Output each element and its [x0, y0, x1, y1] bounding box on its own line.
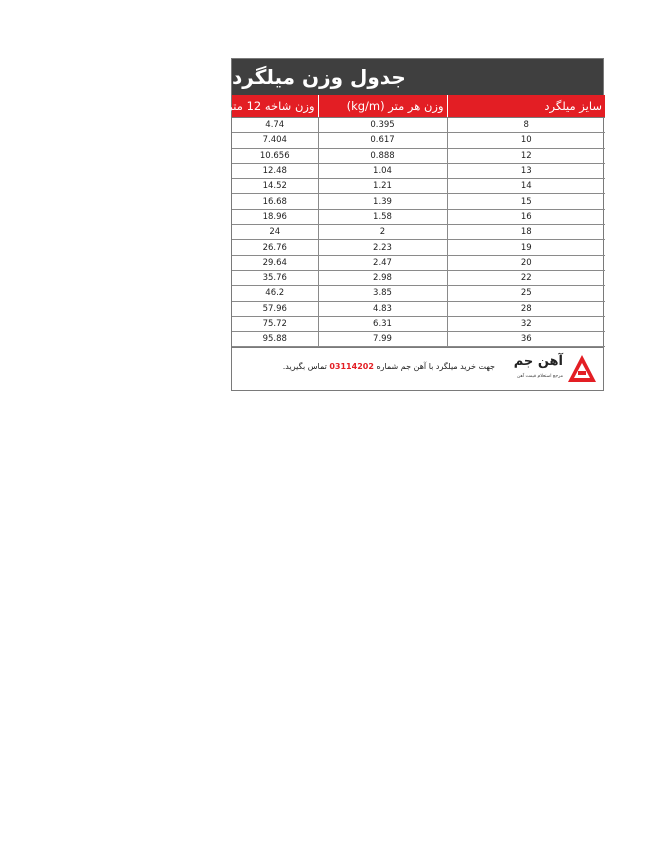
brand-name: آهن جم [513, 354, 563, 370]
table-row [232, 163, 605, 178]
cell-weight-per-meter: 4.83 [318, 301, 447, 316]
cell-size: 22 [447, 270, 605, 285]
cell-size: 20 [447, 255, 605, 270]
table-row [232, 179, 605, 194]
table-row [232, 118, 605, 133]
cell-weight-12m-branch: 18.96 [232, 209, 318, 224]
contact-prefix: جهت خرید میلگرد با آهن جم شماره [376, 362, 495, 372]
cell-weight-12m-branch: 4.74 [232, 118, 318, 133]
cell-size: 19 [447, 240, 605, 255]
cell-weight-per-meter: 3.85 [318, 286, 447, 301]
cell-weight-12m-branch: 14.52 [232, 179, 318, 194]
rebar-weight-sheet [191, 58, 604, 391]
table-row [232, 316, 605, 331]
cell-size: 28 [447, 301, 605, 316]
ahan-jam-logo-icon [567, 354, 597, 384]
contact-suffix: تماس بگیرید. [282, 362, 327, 372]
cell-weight-per-meter: 2.47 [318, 255, 447, 270]
table-row [232, 286, 605, 301]
table-row [232, 301, 605, 316]
cell-size: 12 [447, 148, 605, 163]
cell-weight-per-meter: 1.21 [318, 179, 447, 194]
cell-weight-per-meter: 7.99 [318, 332, 447, 347]
cell-size: 36 [447, 332, 605, 347]
cell-size: 13 [447, 163, 605, 178]
cell-weight-per-meter: 1.58 [318, 209, 447, 224]
cell-size: 8 [447, 118, 605, 133]
table-row [232, 148, 605, 163]
table-row [232, 255, 605, 270]
cell-weight-12m-branch: 75.72 [232, 316, 318, 331]
cell-size: 18 [447, 225, 605, 240]
table-row [232, 332, 605, 347]
cell-weight-12m-branch: 46.2 [232, 286, 318, 301]
rebar-weight-table [191, 95, 605, 347]
footer-banner [232, 347, 603, 390]
cell-weight-per-meter: 0.617 [318, 133, 447, 148]
cell-size: 14 [447, 179, 605, 194]
cell-weight-12m-branch: 57.96 [232, 301, 318, 316]
table-row [232, 209, 605, 224]
cell-weight-per-meter: 1.04 [318, 163, 447, 178]
cell-size: 32 [447, 316, 605, 331]
cell-weight-12m-branch: 24 [232, 225, 318, 240]
header-weight-per-meter: وزن هر متر (kg/m) [318, 95, 447, 118]
cell-weight-12m-branch: 26.76 [232, 240, 318, 255]
cell-weight-per-meter: 2.98 [318, 270, 447, 285]
contact-text [283, 362, 495, 371]
cell-size: 16 [447, 209, 605, 224]
cell-weight-per-meter: 2.23 [318, 240, 447, 255]
phone-number[interactable]: 03114202 [329, 362, 374, 372]
cell-weight-per-meter: 6.31 [318, 316, 447, 331]
cell-weight-per-meter: 0.395 [318, 118, 447, 133]
header-size: سایز میلگرد [447, 95, 605, 118]
cell-weight-12m-branch: 7.404 [232, 133, 318, 148]
brand-tagline: مرجع استعلام قیمت آهن [517, 374, 563, 380]
cell-weight-12m-branch: 29.64 [232, 255, 318, 270]
cell-size: 15 [447, 194, 605, 209]
table-row [232, 133, 605, 148]
header-weight-12m-branch: وزن شاخه 12 متری (kg) [232, 95, 318, 118]
header-row [232, 95, 605, 118]
table-row [232, 225, 605, 240]
brand-logo [509, 352, 597, 386]
cell-weight-per-meter: 1.39 [318, 194, 447, 209]
cell-weight-per-meter: 2 [318, 225, 447, 240]
cell-size: 25 [447, 286, 605, 301]
cell-weight-12m-branch: 12.48 [232, 163, 318, 178]
cell-weight-12m-branch: 95.88 [232, 332, 318, 347]
table-row [232, 240, 605, 255]
cell-weight-12m-branch: 16.68 [232, 194, 318, 209]
table-row [232, 270, 605, 285]
cell-weight-12m-branch: 35.76 [232, 270, 318, 285]
table-title: جدول وزن میلگرد [232, 59, 603, 95]
cell-weight-12m-branch: 10.656 [232, 148, 318, 163]
cell-weight-per-meter: 0.888 [318, 148, 447, 163]
cell-size: 10 [447, 133, 605, 148]
table-row [232, 194, 605, 209]
table-body [232, 118, 605, 347]
